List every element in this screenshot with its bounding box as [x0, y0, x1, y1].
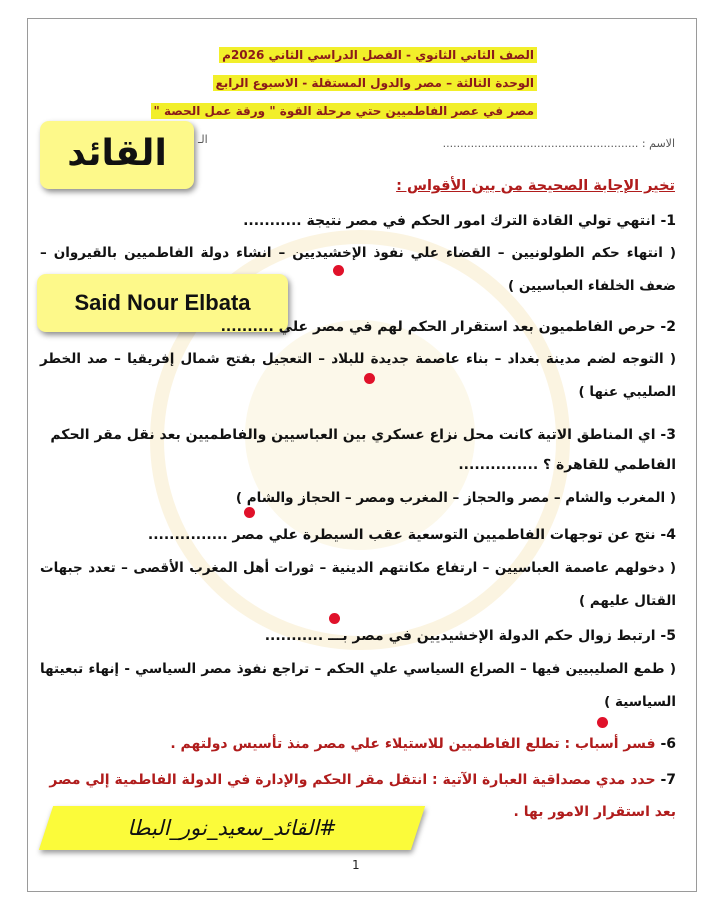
student-name-field: الاسم : ........................................................	[442, 137, 675, 150]
question-5-options: ( طمع الصليبيين فيها – الصراع السياسي علي الحكم – تراجع نفوذ مصر السياسي - إنهاء تبعيتها السياسية )	[40, 661, 676, 710]
logo-badge: القائد	[40, 121, 194, 189]
question-6	[46, 733, 676, 755]
question-3-options: ( المغرب والشام – مصر والحجاز – المغرب ومصر – الحجاز والشام )	[235, 490, 676, 506]
header-unit: الوحدة الثالثة – مصر والدول المستقلة - الاسبوع الرابع	[213, 72, 537, 91]
author-badge: Said Nour Elbata	[37, 274, 288, 332]
question-7-number: 7-	[660, 772, 676, 788]
question-3: 3- اي المناطق الاتية كانت محل نزاع عسكري بين العباسيين والفاطميين بعد نقل مقر الحكم الفاطمي للقاهرة ؟ ...............	[50, 427, 676, 473]
question-1: 1- انتهي تولي القادة الترك امور الحكم في مصر نتيجة ...........	[243, 213, 676, 229]
question-6-number: 6-	[660, 736, 676, 752]
marker-dot	[244, 507, 255, 518]
marker-dot	[329, 613, 340, 624]
header-lesson: مصر في عصر الفاطميين حتي مرحلة القوة " ورقة عمل الحصة "	[151, 100, 537, 119]
question-4: 4- نتج عن توجهات الفاطميين التوسعية عقب السيطرة علي مصر ...............	[147, 527, 676, 543]
student-class-field: الـ	[198, 133, 208, 146]
header-grade: الصف الثاني الثانوي - الفصل الدراسي الثاني 2026م	[219, 44, 537, 63]
question-2: 2- حرص الفاطميون بعد استقرار الحكم لهم في مصر علي ..........	[220, 319, 676, 335]
page-number: 1	[352, 858, 360, 872]
instruction-heading: تخير الإجابة الصحيحة من بين الأقواس :	[396, 178, 675, 194]
question-2-options: ( التوجه لضم مدينة بغداد – بناء عاصمة جديدة للبلاد – التعجيل بفتح شمال إفريقيا – صد الخطر الصليبي عنها )	[40, 351, 676, 400]
question-4-options: ( دخولهم عاصمة العباسيين – ارتفاع مكانتهم الدينية – ثورات أهل المغرب الأقصى – تعدد جبهات القتال عليهم )	[40, 560, 676, 609]
question-5: 5- ارتبط زوال حكم الدولة الإخشيديين في مصر بـــ ...........	[264, 628, 676, 644]
question-6-text: فسر أسباب : تطلع الفاطميين للاستيلاء علي مصر منذ تأسيس دولتهم .	[170, 736, 656, 752]
hashtag-text: #القائد_سعيد_نور_البطا	[127, 816, 337, 840]
question-1-options: ( انتهاء حكم الطولونيين – القضاء علي نفوذ الإخشيديين – انشاء دولة الفاطميين بالقيروان – ضعف الخلفاء العباسيين )	[40, 245, 676, 294]
marker-dot	[597, 717, 608, 728]
marker-dot	[333, 265, 344, 276]
question-7-text: حدد مدي مصداقية العبارة الآتية : انتقل مقر الحكم والإدارة في الدولة الفاطمية إلي مصر بعد استقرار الامور بها .	[49, 772, 676, 820]
marker-dot	[364, 373, 375, 384]
